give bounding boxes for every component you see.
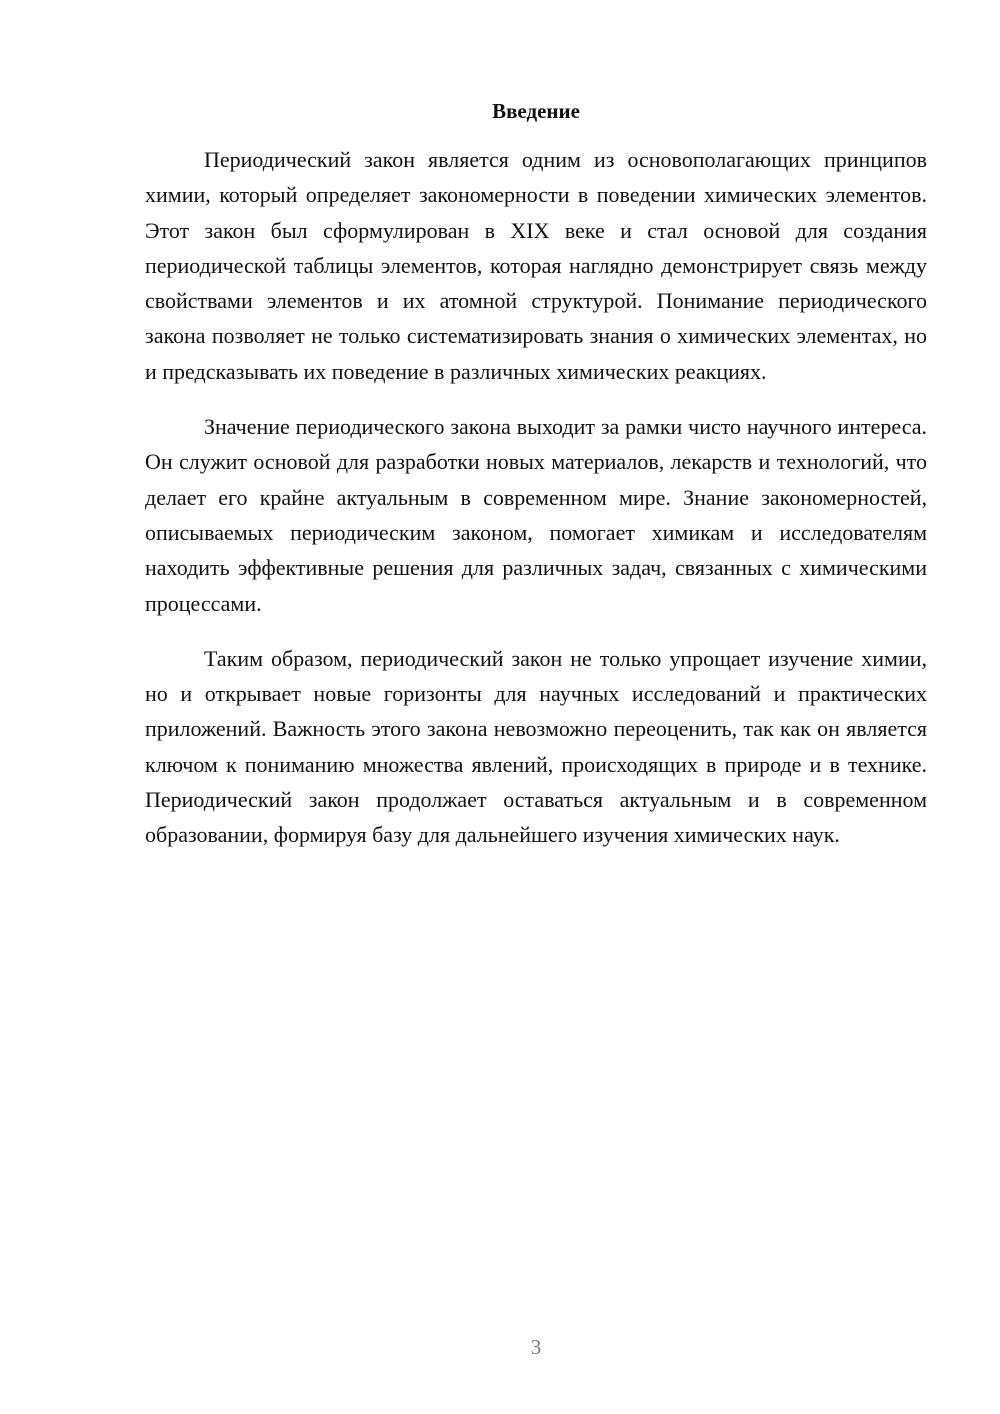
page-number: 3	[530, 1335, 542, 1359]
paragraph-2: Значение периодического закона выходит за рамки чисто научного интереса. Он служит основой для разработки новых материалов, лекарств и технологий, что делает его крайне актуальным в современном мире. Знание закономерностей, описываемых периодическим законом, помогает химикам и исследователям находить эффективные решения для различных задач, связанных с химическими процессами.	[145, 414, 927, 616]
body-text	[145, 142, 927, 873]
paragraph-1: Периодический закон является одним из основополагающих принципов химии, который определяет закономерности в поведении химических элементов. Этот закон был сформулирован в XIX веке и стал основой для создания периодической таблицы элементов, которая наглядно демонстрирует связь между свойствами элементов и их атомной структурой. Понимание периодического закона позволяет не только систематизировать знания о химических элементах, но и предсказывать их поведение в различных химических реакциях.	[145, 147, 927, 384]
paragraph-3: Таким образом, периодический закон не только упрощает изучение химии, но и открывает новые горизонты для научных исследований и практических приложений. Важность этого закона невозможно переоценить, так как он является ключом к пониманию множества явлений, происходящих в природе и в технике. Периодический закон продолжает оставаться актуальным и в современном образовании, формируя базу для дальнейшего изучения химических наук.	[145, 645, 927, 848]
section-title: Введение	[492, 99, 580, 123]
